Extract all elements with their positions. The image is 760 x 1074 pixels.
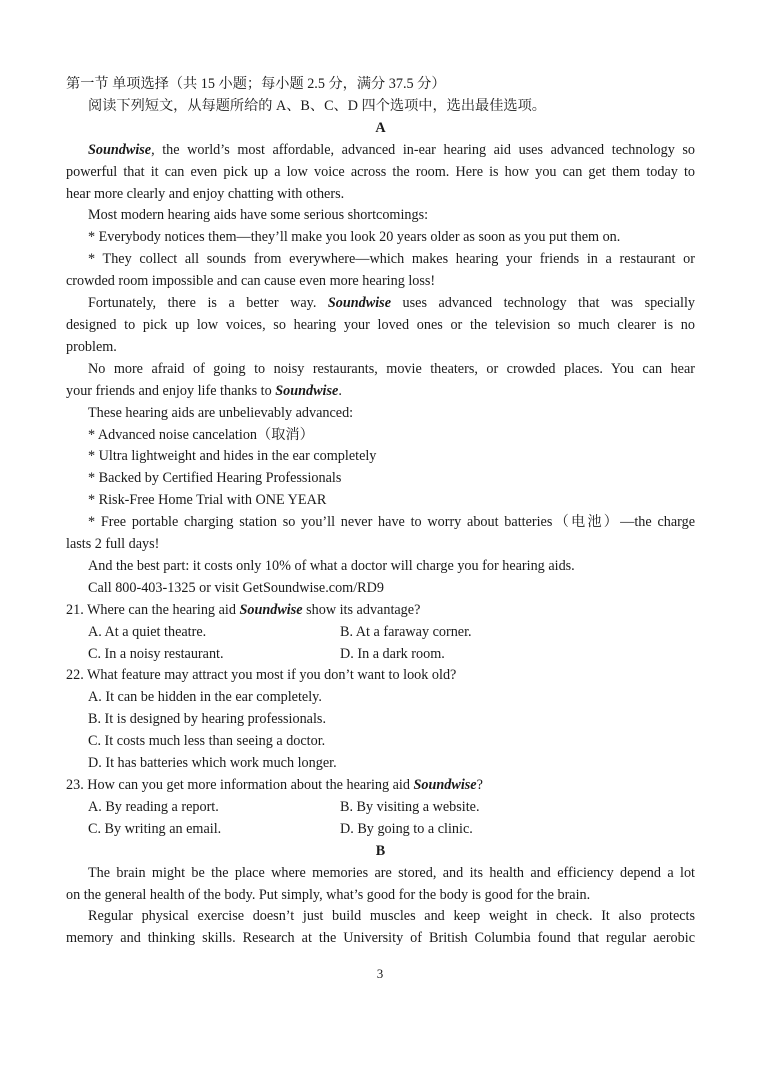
passage-a-p1-line1 (66, 140, 695, 162)
q23-options-row2 (66, 819, 695, 841)
bullet-1: * Everybody notices them—they’ll make you look 20 years older as soon as you put them on. (88, 229, 621, 246)
passage-a-p3-line3: problem. (66, 338, 117, 355)
passage-a-p4-line2 (66, 381, 695, 403)
feature-5-line1: * Free portable charging station so you’ll never have to worry about batteries（电池）—the charge (88, 514, 695, 531)
feature-5-line2: lasts 2 full days! (66, 536, 160, 553)
brand-name: Soundwise (88, 141, 152, 158)
question-22: 22. What feature may attract you most if you don’t want to look old? (66, 667, 457, 684)
passage-a-p6: And the best part: it costs only 10% of what a doctor will charge you for hearing aids. (88, 557, 575, 574)
instruction: 阅读下列短文，从每题所给的 A、B、C、D 四个选项中，选出最佳选项。 (88, 97, 546, 114)
option-b: B. It is designed by hearing professionals. (88, 711, 326, 728)
bullet-2-line2: crowded room impossible and can cause even more hearing loss! (66, 273, 436, 290)
q21-options-row1 (66, 622, 695, 644)
text: ? (476, 777, 483, 793)
option-b: B. By visiting a website. (340, 798, 480, 815)
bullet-2-line1: * They collect all sounds from everywhere—which makes hearing your friends in a restaurant or (88, 251, 695, 268)
page-number: 3 (376, 966, 384, 981)
option-d: D. In a dark room. (340, 645, 445, 662)
passage-a-p4-line1: No more afraid of going to noisy restaurants, movie theaters, or crowded places. You can hear (88, 360, 695, 377)
option-a: A. It can be hidden in the ear completely. (88, 689, 322, 706)
passage-a-p7: Call 800-403-1325 or visit GetSoundwise.com/RD9 (88, 579, 384, 596)
option-d: D. It has batteries which work much longer. (88, 755, 337, 772)
passage-a-p3-line2: designed to pick up low voices, so hearing your loved ones or the television so much clearer is no (66, 316, 695, 333)
feature-1: * Advanced noise cancelation（取消） (88, 426, 314, 443)
text: uses advanced technology that was specially (391, 295, 695, 312)
passage-b-p2-line2: memory and thinking skills. Research at the University of British Columbia found that regular aerobic (66, 930, 695, 947)
text: 23. How can you get more information about the hearing aid (66, 777, 414, 793)
q23-options-row1 (66, 797, 695, 819)
feature-4: * Risk-Free Home Trial with ONE YEAR (88, 492, 327, 509)
passage-a-p1-line3: hear more clearly and enjoy chatting with others. (66, 185, 345, 202)
option-d: D. By going to a clinic. (340, 820, 473, 837)
brand-name: Soundwise (413, 777, 477, 793)
brand-name: Soundwise (239, 601, 303, 618)
feature-2: * Ultra lightweight and hides in the ear completely (88, 448, 377, 465)
passage-a-p2: Most modern hearing aids have some serious shortcomings: (88, 207, 429, 224)
question-23 (66, 775, 695, 797)
q21-options-row2 (66, 644, 695, 666)
option-c: C. In a noisy restaurant. (88, 645, 224, 662)
passage-b-p1-line2: on the general health of the body. Put simply, what’s good for the body is good for the brain. (66, 886, 591, 903)
exam-page (66, 74, 695, 950)
option-b: B. At a faraway corner. (340, 623, 472, 640)
passage-b-label: B (375, 842, 386, 859)
option-a: A. By reading a report. (88, 798, 219, 815)
text: your friends and enjoy life thanks to (66, 382, 276, 399)
text: , the world’s most affordable, advanced in-ear hearing aid uses advanced technology so (151, 141, 695, 158)
option-a: A. At a quiet theatre. (88, 623, 207, 640)
text: . (338, 382, 342, 399)
passage-b-p2-line1: Regular physical exercise doesn’t just build muscles and keep weight in check. It also protects (88, 908, 695, 925)
feature-3: * Backed by Certified Hearing Professionals (88, 470, 342, 487)
passage-a-p5: These hearing aids are unbelievably advanced: (88, 404, 354, 421)
text: Fortunately, there is a better way. (88, 295, 328, 312)
section-title: 第一节 单项选择（共 15 小题；每小题 2.5 分，满分 37.5 分） (66, 76, 446, 92)
option-c: C. By writing an email. (88, 820, 222, 837)
question-21 (66, 600, 695, 622)
text: 21. Where can the hearing aid (66, 601, 240, 618)
passage-a-p1-line2: powerful that it can even pick up a low voice across the room. Here is how you can get them today to (66, 163, 695, 180)
passage-a-label: A (375, 119, 386, 136)
passage-a-p3-line1 (66, 293, 695, 315)
brand-name: Soundwise (275, 382, 339, 399)
option-c: C. It costs much less than seeing a doctor. (88, 733, 326, 750)
brand-name: Soundwise (327, 295, 391, 312)
text: show its advantage? (302, 601, 421, 618)
passage-b-p1-line1: The brain might be the place where memories are stored, and its health and efficiency depend a lot (88, 864, 695, 881)
